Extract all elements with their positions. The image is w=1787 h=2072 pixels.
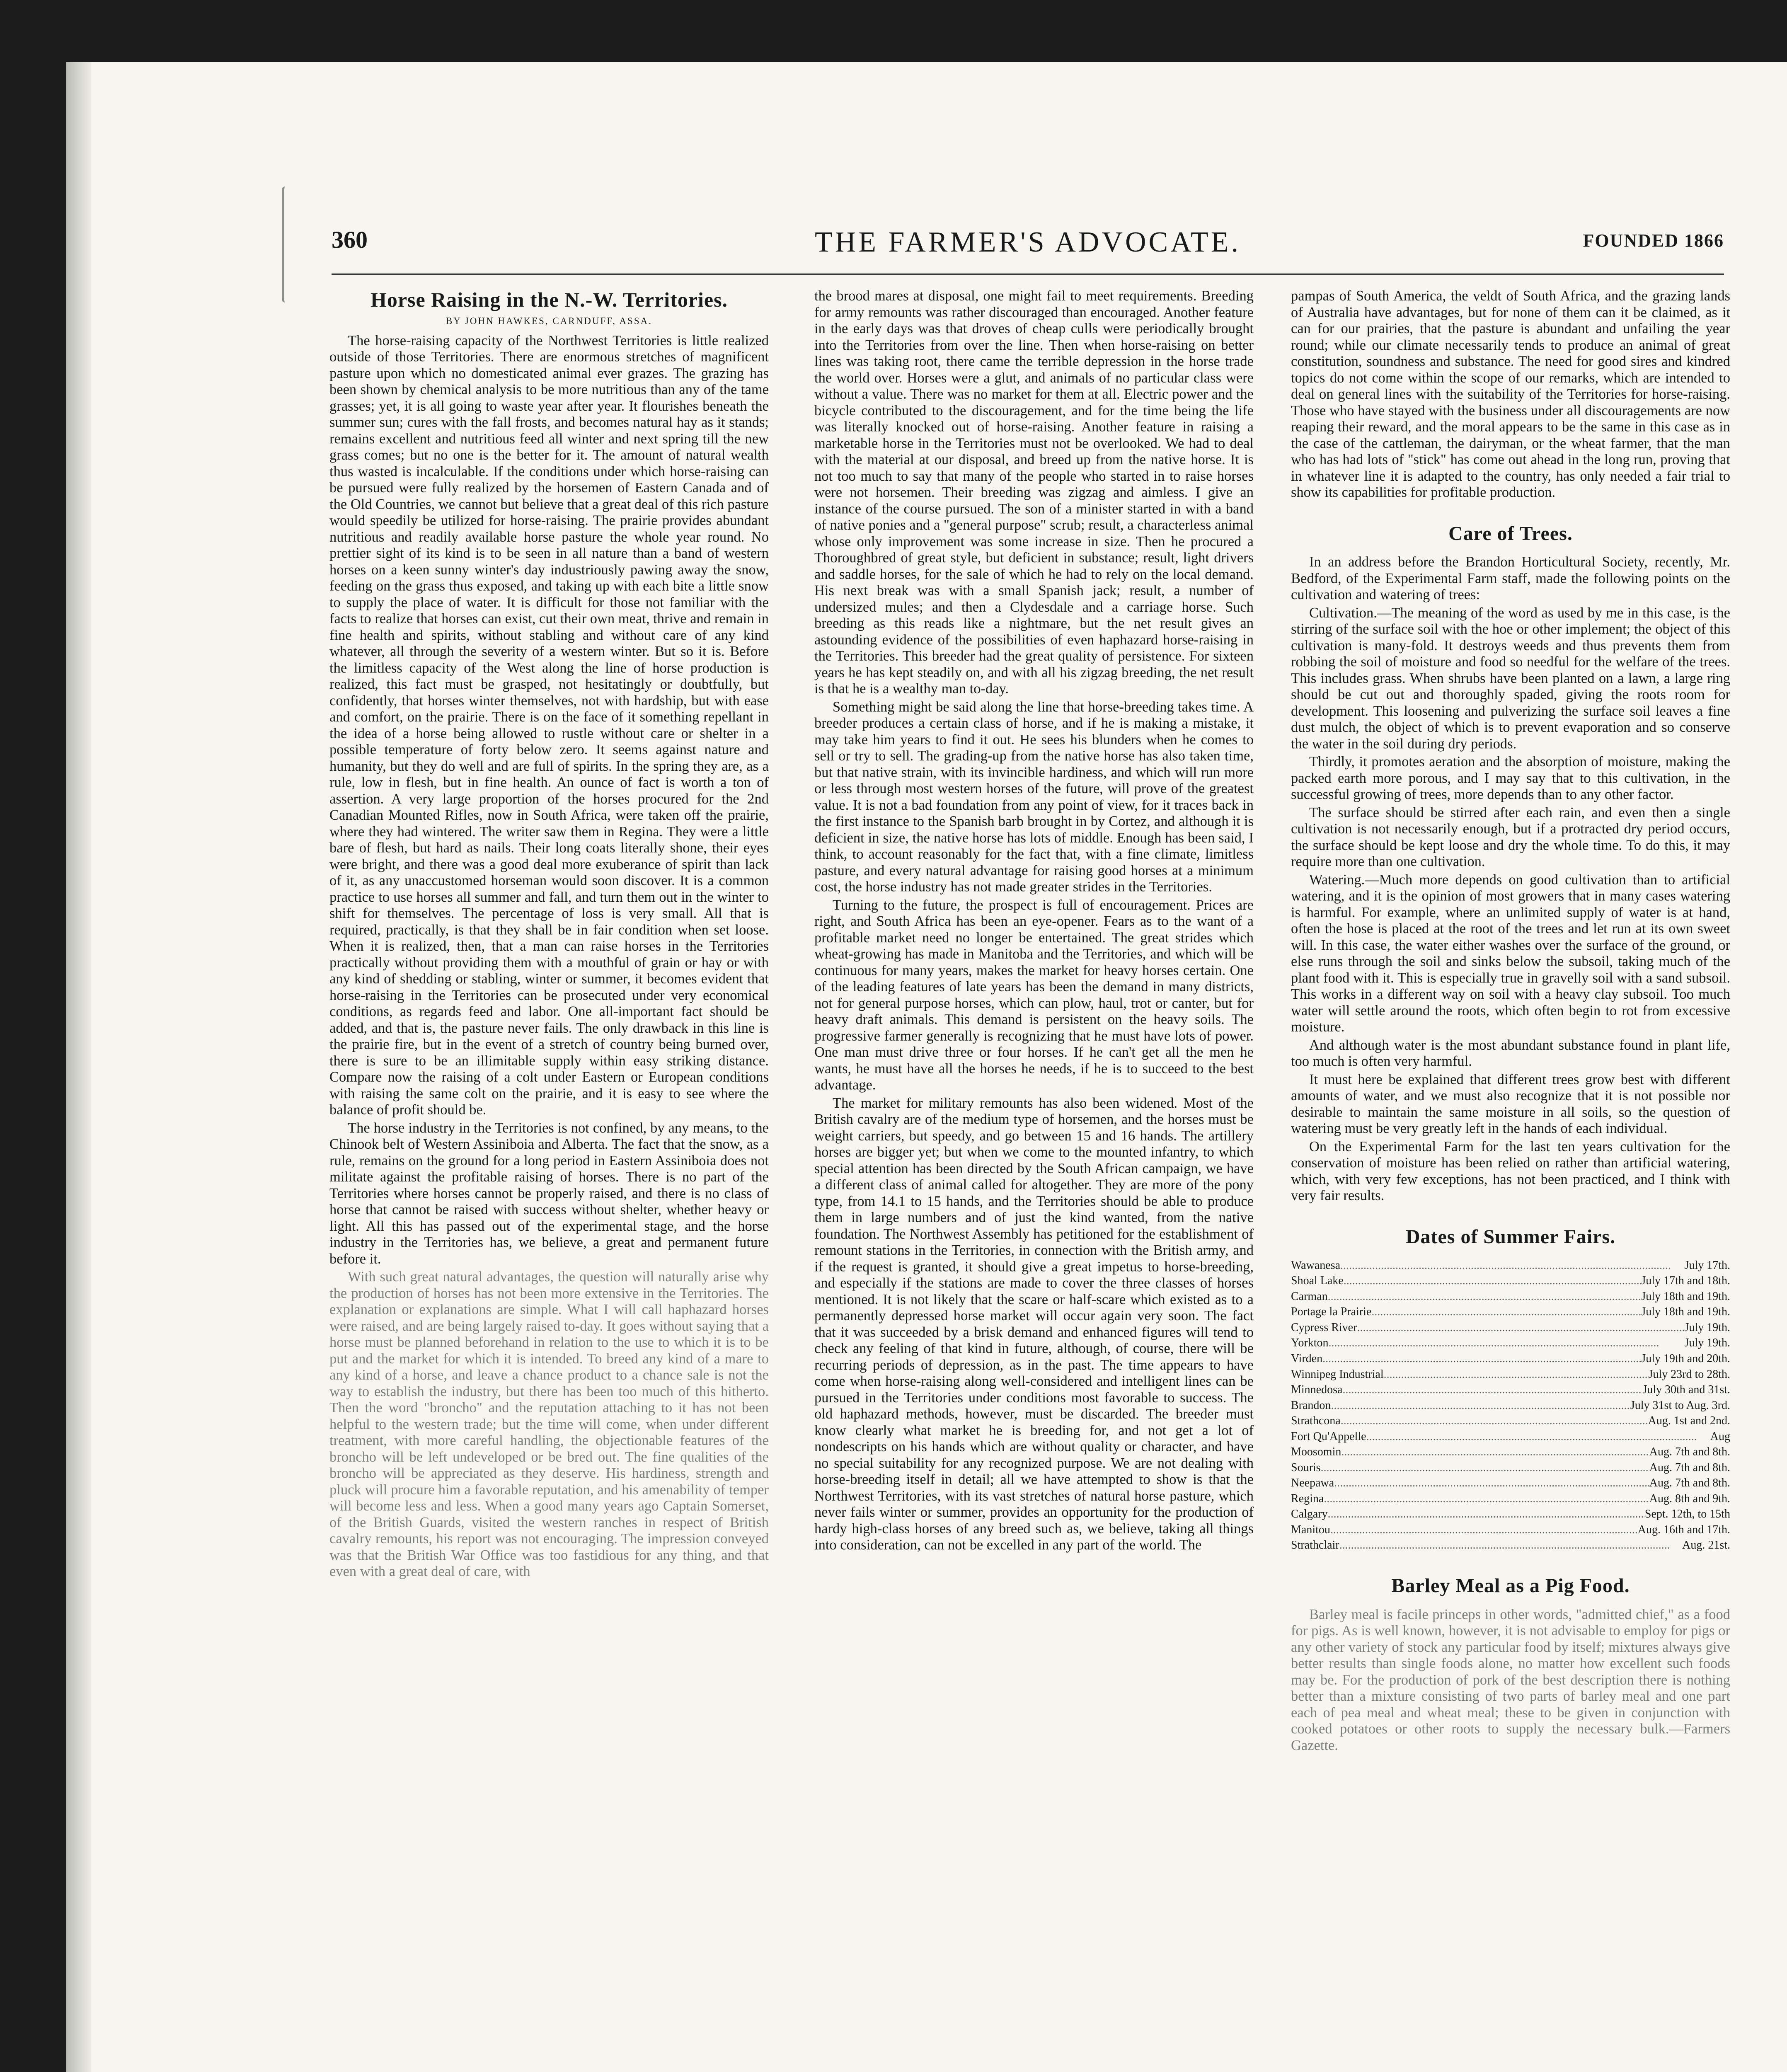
fair-row (1291, 1506, 1730, 1522)
fair-row (1291, 1382, 1730, 1398)
fair-place: Brandon (1291, 1399, 1331, 1412)
paragraph: The horse-raising capacity of the Northwest Territories is little realized outside of those Territories. There are enormous stretches of magnificent pasture upon which no domesticated animal ever grazes. The grazing has been shown by chemical analysis to be more nutritious than any of the tame grasses; yet, it is all going to waste year after year. It flourishes beneath the summer sun; cures with the fall frosts, and becomes natural hay as it stands; remains excellent and nutritious feed all winter and next spring till the new grass comes; but no one is the better for it. The amount of natural wealth thus wasted is incalculable. If the conditions under which horse-raising can be pursued were fully realized by the horsemen of Eastern Canada and of the Old Countries, we cannot but believe that a great deal of this rich pasture would speedily be utilized for horse-raising. The prairie provides abundant nutritious and readily available horse pasture the whole year round. No prettier sight of its kind is to be seen in all nature than a band of western horses on a keen sunny winter's day industriously pawing away the snow, feeding on the grass thus exposed, and taking up with each bite a little snow to supply the place of water. It is difficult for those not familiar with the facts to realize that horses can exist, cut their own meat, thrive and remain in fine health and spirits, without stabling and without care of any kind whatever, all through the severity of a western winter. But so it is. Before the limitless capacity of the West along the line of horse production is realized, this fact must be grasped, not hesitatingly or doubtfully, but confidently, that horses winter themselves, not with hardship, but with ease and comfort, on the prairie. There is on the face of it something repellant in the idea of a horse being allowed to rustle without care or shelter in a possible temperature of forty below zero. It seems against nature and humanity, but they do well and are full of spirits. In the spring they are, as a rule, low in flesh, but in fine health. An ounce of fact is worth a ton of assertion. A very large proportion of the horses procured for the 2nd Canadian Mounted Rifles, now in South Africa, were taken off the prairie, where they had wintered. The writer saw them in Regina. They were a little bare of flesh, but hard as nails. Their long coats literally shone, their eyes were bright, and there was a good deal more exuberance of spirit than lack of it, as any unaccustomed horseman would soon discover. It is a common practice to use horses all summer and fall, and turn them out in the winter to shift for themselves. The percentage of loss is very small. All that is required, practically, is that they shall be in fair condition when set loose. When it is realized, then, that a man can raise horses in the Territories practically without providing them with a mouthful of grain or hay or with any kind of shedding or stabling, winter or summer, it becomes evident that horse-raising in the Territories can be prosecuted under very economical conditions, as regards feed and labor. One all-important fact should be added, and that is, the pasture never fails. The only drawback in this line is the prairie fire, but in the event of a stretch of country being burned over, there is sure to be an illimitable supply within easy striking distance. Compare now the raising of a colt under Eastern or European conditions with raising the same colt on the prairie, and it is easy to see where the balance of profit should be. (329, 332, 769, 1118)
fair-date: July 17th. (1684, 1259, 1730, 1272)
fair-place: Manitou (1291, 1523, 1330, 1536)
fair-row (1291, 1273, 1730, 1289)
fair-place: Moosomin (1291, 1445, 1341, 1459)
fair-place: Carman (1291, 1290, 1328, 1303)
masthead: THE FARMER'S ADVOCATE. (814, 226, 1241, 258)
fair-date: July 17th and 18th. (1641, 1274, 1730, 1288)
fair-place: Regina (1291, 1492, 1324, 1505)
fair-row (1291, 1429, 1730, 1445)
paragraph: Barley meal is facile princeps in other words, "admitted chief," as a food for pigs. As is well known, however, it is not advisable to employ for pigs or any other variety of stock any particular food by itself; mixtures always give better results than single foods alone, no matter how excellent such foods may be. For the production of pork of the best description there is nothing better than a mixture consisting of two parts of barley meal and one part each of pea meal and wheat meal; these to be given in conjunction with cooked potatoes or other roots to supply the necessary bulk.—Farmers Gazette. (1291, 1606, 1730, 1753)
fair-date: Aug. 7th and 8th. (1649, 1477, 1730, 1490)
fair-date: July 19th. (1684, 1321, 1730, 1334)
leader-dots (1330, 1522, 1638, 1538)
paragraph: The horse industry in the Territories is not confined, by any means, to the Chinook belt of Western Assiniboia and Alberta. The fact that the snow, as a rule, remains on the ground for a long period in Eastern Assiniboia does not militate against the profitable raising of horses. There is no part of the Territories where horses cannot be properly raised, and there is no class of horse that cannot be raised with success without shelter, whether heavy or light. All this has passed out of the experimental stage, and the horse industry in the Territories has, we believe, a great and permanent future before it. (329, 1120, 769, 1267)
page-number: 360 (332, 226, 368, 253)
page-gutter (66, 62, 91, 2072)
fair-row (1291, 1460, 1730, 1476)
fair-row (1291, 1351, 1730, 1367)
column-3 (1291, 288, 1730, 2072)
leader-dots (1324, 1491, 1649, 1507)
founded-note: FOUNDED 1866 (1583, 230, 1724, 251)
fair-date: July 19th. (1684, 1336, 1730, 1350)
leader-dots (1341, 1444, 1649, 1460)
article-title: Care of Trees. (1448, 522, 1573, 545)
fair-date: July 18th and 19th. (1641, 1305, 1730, 1319)
fair-date: July 30th and 31st. (1642, 1383, 1730, 1397)
leader-dots (1384, 1367, 1649, 1382)
page-header (332, 226, 1724, 271)
fair-row (1291, 1444, 1730, 1460)
fair-date: Aug. 16th and 17th. (1637, 1523, 1730, 1536)
fair-row (1291, 1398, 1730, 1414)
fair-date: July 23rd to 28th. (1648, 1368, 1730, 1381)
fair-place: Souris (1291, 1461, 1321, 1474)
fair-place: Yorkton (1291, 1336, 1329, 1350)
fair-place: Calgary (1291, 1508, 1328, 1521)
paragraph: pampas of South America, the veldt of South Africa, and the grazing lands of Australia have advantages, but for none of them can it be claimed, as it can for our prairies, that the pasture is abundant and unfailing the year round; while our climate necessarily tends to produce an animal of great constitution, soundness and substance. The need for good sires and kindred topics do not come within the scope of our remarks, which are intended to deal on general lines with the suitability of the Territories for horse-raising. Those who have stayed with the business under all discouragements are now reaping their reward, and the moral appears to be the same in this case as in the case of the cattleman, the dairyman, or the wheat farmer, that the man who has had lots of "stick" has come out ahead in the long run, proving that in whatever line it is adapted to the country, has only needed a fair trial to show its capabilities for profitable production. (1291, 288, 1730, 500)
fair-place: Shoal Lake (1291, 1274, 1344, 1288)
paragraph: In an address before the Brandon Horticultural Society, recently, Mr. Bedford, of the Experimental Farm staff, made the following points on the cultivation and watering of trees: (1291, 554, 1730, 603)
leader-dots (1322, 1351, 1641, 1367)
fair-row (1291, 1413, 1730, 1429)
leader-dots (1334, 1475, 1649, 1491)
leader-dots (1344, 1273, 1642, 1289)
fair-place: Fort Qu'Appelle (1291, 1430, 1366, 1443)
leader-dots (1328, 1289, 1642, 1305)
leader-dots (1329, 1335, 1685, 1351)
fair-place: Virden (1291, 1352, 1323, 1365)
fair-date: Aug. 7th and 8th. (1649, 1461, 1730, 1474)
paragraph: the brood mares at disposal, one might fail to meet requirements. Breeding for army remounts was rather discouraged than encouraged. Another feature in the early days was that droves of cheap culls were periodically brought into the Territories from over the line. Then when horse-raising on better lines was taking root, there came the terrible depression in the horse trade the world over. Horses were a glut, and animals of no particular class were without a value. There was no market for them at all. Electric power and the bicycle contributed to the discouragement, and for the time being the life was literally knocked out of horse-raising. Another feature in raising a marketable horse in the Territories must not be overlooked. We had to deal with the material at our disposal, and breed up from the native horse. It is not too much to say that many of the people who started in to raise horses were not horsemen. Their breeding was zigzag and aimless. I give an instance of the course pursued. The son of a minister started in with a band of native ponies and a "general purpose" scrub; result, a characterless animal whose only improvement was some increase in size. Then he procured a Thoroughbred of great style, but deficient in substance; result, light drivers and saddle horses, for the sale of which he had to rely on the local demand. His next break was with a small Spanish jack; result, a number of undersized mules; and then a Clydesdale and a carriage horse. Such breeding as this reads like a nightmare, but the net result gives an astounding evidence of the possibilities of even haphazard horse-raising in the Territories. This breeder had the great quality of persistence. For sixteen years he has kept steadily on, and with all his zigzag breeding, the net result is that he is a wealthy man to-day. (814, 288, 1254, 697)
fair-date: Aug. 21st. (1682, 1539, 1730, 1552)
leader-dots (1342, 1382, 1642, 1398)
header-rule (332, 274, 1724, 275)
leader-dots (1371, 1304, 1641, 1320)
fair-place: Portage la Prairie (1291, 1305, 1372, 1319)
article-title: Horse Raising in the N.-W. Territories. (370, 288, 728, 311)
paragraph: Watering.—Much more depends on good cultivation than to artificial watering, and it is the opinion of most growers that in many cases watering is harmful. For example, where an unlimited supply of water is at hand, often the hose is placed at the root of the trees and let run at its own sweet will. In this case, the water either washes over the surface of the ground, or else runs through the soil and sinks below the subsoil, taking much of the plant food with it. This is especially true in gravelly soil with a sand subsoil. This works in a different way on soil with a heavy clay subsoil. Too much water will settle around the roots, which often begin to rot from excessive moisture. (1291, 871, 1730, 1035)
paragraph: On the Experimental Farm for the last ten years cultivation for the conservation of moisture has been relied on rather than artificial watering, which, with very few exceptions, has not been practiced, and I think with very fair results. (1291, 1138, 1730, 1204)
paragraph: Turning to the future, the prospect is full of encouragement. Prices are right, and South Africa has been an eye-opener. Fears as to the want of a profitable market need no longer be entertained. The great strides which wheat-growing has made in Manitoba and the Territories, and which will be continuous for many years, makes the market for heavy horses certain. One of the leading features of late years has been the demand in many districts, not for general purpose horses, which can plow, haul, trot or canter, but for heavy draft animals. This demand is persistent on the heavy soils. The progressive farmer generally is recognizing that he must have lots of power. One man must drive three or four horses. If he can't get all the men he wants, he must have all the horses he needs, if he is to succeed to the best advantage. (814, 897, 1254, 1093)
article-title: Dates of Summer Fairs. (1405, 1225, 1616, 1248)
fair-place: Minnedosa (1291, 1383, 1343, 1397)
fair-row (1291, 1475, 1730, 1491)
leader-dots (1328, 1506, 1645, 1522)
paragraph: And although water is the most abundant substance found in plant life, too much is often very harmful. (1291, 1037, 1730, 1070)
paragraph: Cultivation.—The meaning of the word as used by me in this case, is the stirring of the surface soil with the hoe or other implement; the object of this cultivation is many-fold. It destroys weeds and thus prevents them from robbing the soil of moisture and food so needful for the welfare of the trees. This includes grass. When shrubs have been planted on a lawn, a large ring should be cut out and thoroughly spaded, giving the roots room for development. This loosening and pulverizing the surface soil leaves a fine dust mulch, the object of which is to prevent evaporation and so conserve the water in the soil during dry periods. (1291, 605, 1730, 752)
fair-date: July 31st to Aug. 3rd. (1630, 1399, 1730, 1412)
fair-place: Cypress River (1291, 1321, 1357, 1334)
fair-dates-list (1291, 1258, 1730, 1553)
fair-row (1291, 1304, 1730, 1320)
leader-dots (1357, 1320, 1684, 1336)
fair-place: Wawanesa (1291, 1259, 1341, 1272)
fair-date: July 19th and 20th. (1641, 1352, 1730, 1365)
paragraph: The market for military remounts has also been widened. Most of the British cavalry are of the medium type of horsemen, and the horses must be weight carriers, but speedy, and go between 15 and 16 hands. The artillery horses are bigger yet; but when we come to the mounted infantry, to which special attention has been directed by the South African campaign, we have a different class of animal called for altogether. They are more of the pony type, from 14.1 to 15 hands, and the Territories should be able to produce them in large numbers and of just the kind wanted, from the native foundation. The Northwest Assembly has petitioned for the establishment of remount stations in the Territories, in connection with the British army, and if the request is granted, it should give a great impetus to horse-breeding, and especially if the stations are made to cover the three classes of horses mentioned. It is not likely that the scare or half-scare which existed as to a permanently depressed horse market will occur again very soon. The fact that it was succeeded by a brisk demand and enhanced figures will tend to check any feeling of that kind in future, although, of course, there will be recurring periods of depression, as in the past. The time appears to have come when horse-raising along well-considered and intelligent lines can be pursued in the Territories under conditions most favorable to success. The old haphazard methods, however, must be discarded. The breeder must know clearly what market he is breeding for, and not get a lot of nondescripts on his hands which are without quality or character, and have no special suitability for any recognized purpose. We are not dealing with horse-breeding itself in detail; all we have attempted to show is that the Northwest Territories, with its vast stretches of natural horse pasture, which never fails winter or summer, provides an opportunity for the production of hardy high-class horses of any breed such as, we believe, taking all things into consideration, can not be excelled in any part of the world. The (814, 1095, 1254, 1553)
paragraph: Thirdly, it promotes aeration and the absorption of moisture, making the packed earth more porous, and I may say that to this cultivation, in the successful growing of trees, more depends than to any other factor. (1291, 754, 1730, 803)
leader-dots (1339, 1537, 1682, 1553)
fair-date: Aug (1710, 1430, 1730, 1443)
byline: BY JOHN HAWKES, CARNDUFF, ASSA. (446, 316, 653, 327)
leader-dots (1340, 1258, 1685, 1273)
fair-date: Aug. 8th and 9th. (1649, 1492, 1730, 1505)
fair-row (1291, 1258, 1730, 1273)
leader-dots (1341, 1413, 1648, 1429)
fair-row (1291, 1320, 1730, 1336)
fair-row (1291, 1367, 1730, 1382)
fair-row (1291, 1335, 1730, 1351)
paragraph: It must here be explained that different trees grow best with different amounts of water, and we must also recognize that it is not possible nor desirable to maintain the same moisture in all soils, so the question of watering must be very greatly left in the hands of each individual. (1291, 1071, 1730, 1137)
fair-row (1291, 1289, 1730, 1305)
column-1 (329, 288, 769, 2072)
binding-mark (282, 186, 294, 303)
leader-dots (1331, 1398, 1630, 1414)
fair-date: July 18th and 19th. (1641, 1290, 1730, 1303)
fair-row (1291, 1491, 1730, 1507)
fair-date: Aug. 1st and 2nd. (1648, 1414, 1730, 1428)
article-title: Barley Meal as a Pig Food. (1391, 1574, 1630, 1597)
paragraph: The surface should be stirred after each rain, and even then a single cultivation is not necessarily enough, but if a protracted dry period occurs, the surface should be kept loose and dry the whole time. To do this, it may require more than one cultivation. (1291, 804, 1730, 870)
fair-place: Strathcona (1291, 1414, 1341, 1428)
leader-dots (1321, 1460, 1649, 1476)
leader-dots (1366, 1429, 1710, 1445)
fair-row (1291, 1522, 1730, 1538)
fair-place: Strathclair (1291, 1539, 1339, 1552)
fair-place: Neepawa (1291, 1477, 1334, 1490)
fair-row (1291, 1537, 1730, 1553)
column-2 (814, 288, 1254, 2072)
paragraph: Something might be said along the line that horse-breeding takes time. A breeder produces a certain class of horse, and if he is making a mistake, it may take him years to find it out. He sees his blunders when he comes to sell or try to sell. The grading-up from the native horse has also taken time, but that native strain, with its invincible hardiness, and which will run more or less through most western horses of the future, will prove of the greatest value. It is not a bad foundation from any point of view, for it traces back in the first instance to the Spanish barb brought in by Cortez, and although it is deficient in size, the native horse has lots of middle. Enough has been said, I think, to account reasonably for the fact that, with a fine climate, limitless pasture, and every natural advantage for raising good horses at a minimum cost, the horse industry has not made greater strides in the Territories. (814, 699, 1254, 895)
fair-date: Aug. 7th and 8th. (1649, 1445, 1730, 1459)
paragraph: With such great natural advantages, the question will naturally arise why the production of horses has not been more extensive in the Territories. The explanation or explanations are simple. What I will call haphazard horses were raised, and are being largely raised to-day. It goes without saying that a horse must be planned beforehand in relation to the use to which it is to be put and the market for which it is intended. To breed any kind of a mare to any kind of a horse, and leave a chance product to a chance sale is not the way to establish the industry, but there has been too much of this hitherto. Then the word "broncho" and the reputation attaching to it has not been helpful to the western trade; but the time will come, when under different treatment, with more careful handling, the objectionable features of the broncho will be left undeveloped or be bred out. The fine qualities of the broncho will be appreciated as they deserve. His hardiness, strength and pluck will procure him a favorable reputation, and his amenability of temper will become less and less. When a good many years ago Captain Somerset, of the British Guards, visited the western ranches in respect of British cavalry remounts, his report was not encouraging. The impression conveyed was that the British War Office was too fastidious for any thing, and that even with a great deal of care, with (329, 1269, 769, 1580)
fair-place: Winnipeg Industrial (1291, 1368, 1384, 1381)
fair-date: Sept. 12th, to 15th (1644, 1508, 1730, 1521)
